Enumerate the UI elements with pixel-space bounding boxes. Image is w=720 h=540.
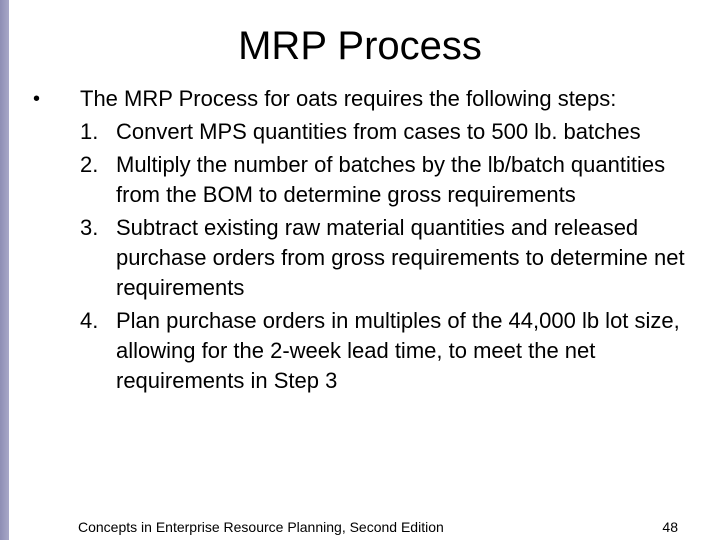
step-item <box>80 213 690 303</box>
steps-list <box>80 117 690 399</box>
slide-title: MRP Process <box>238 24 482 68</box>
step-number: 2. <box>80 152 99 177</box>
step-item <box>80 150 690 210</box>
bullet-marker: • <box>33 88 41 110</box>
step-text: Multiply the number of batches by the lb/batch quantities from the BOM to determine gross requirements <box>116 152 666 207</box>
step-number: 1. <box>80 119 99 144</box>
step-text: Convert MPS quantities from cases to 500 lb. batches <box>116 119 641 144</box>
step-text: Plan purchase orders in multiples of the 44,000 lb lot size, allowing for the 2-week lead time, to meet the net requirements in Step 3 <box>116 308 680 393</box>
footer-text: Concepts in Enterprise Resource Planning, Second Edition <box>78 519 444 535</box>
step-item <box>80 306 690 396</box>
slide-sidebar-stripe <box>0 0 9 540</box>
lead-text: The MRP Process for oats requires the following steps: <box>80 86 617 111</box>
page-number: 48 <box>662 519 678 535</box>
step-text: Subtract existing raw material quantities and released purchase orders from gross requirements to determine net requirements <box>116 215 685 300</box>
step-number: 4. <box>80 308 99 333</box>
step-number: 3. <box>80 215 99 240</box>
step-item <box>80 117 690 147</box>
